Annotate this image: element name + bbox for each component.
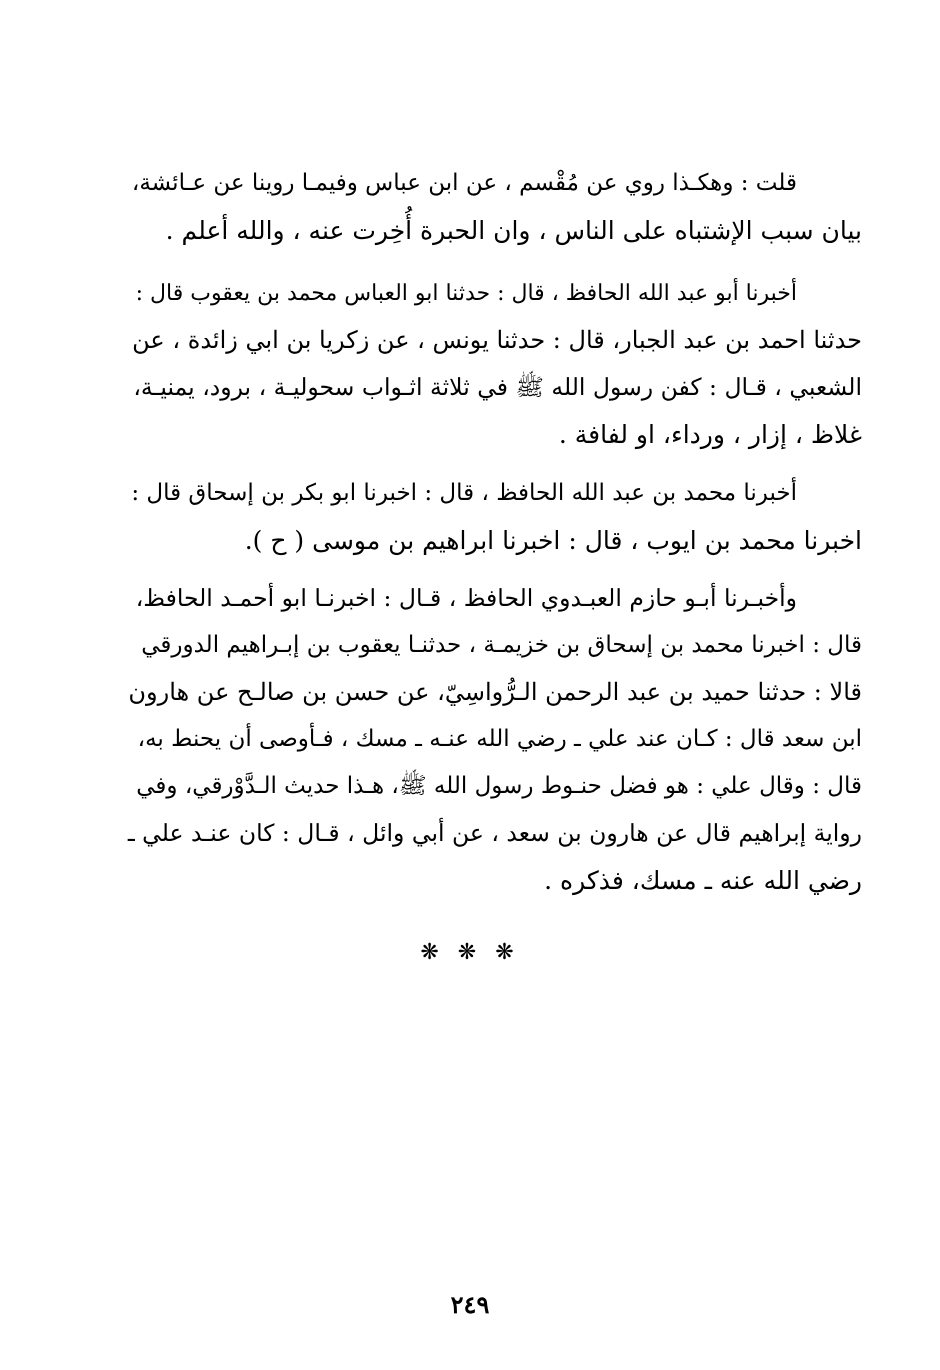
text-line: قلت : وهكـذا روي عن مُقْسم ، عن ابن عباس وفيمـا روينا عن عـائشة، xyxy=(131,170,797,196)
text-line: بيان سبب الإشتباه على الناس ، وان الحبرة أُخِرت عنه ، والله أعلم . xyxy=(165,216,862,245)
paragraph-3 xyxy=(128,470,862,564)
text-line: قالا : حدثنا حميد بن عبد الرحمن الـرُّواسِيّ، عن حسن بن صالـح عن هارون xyxy=(128,678,862,706)
text-line: الشعبي ، قـال : كفن رسول الله ﷺ في ثلاثة اثـواب سحوليـة ، برود، يمنيـة، xyxy=(133,373,862,401)
text-line: أخبرنا أبو عبد الله الحافظ ، قال : حدثنا ابو العباس محمد بن يعقوب قال : xyxy=(135,281,797,306)
paragraph-4 xyxy=(128,575,862,904)
paragraph-1 xyxy=(128,160,862,254)
text-line: اخبرنا محمد بن ايوب ، قال : اخبرنا ابراهيم بن موسى ( ح ). xyxy=(244,526,862,555)
text-line: ابن سعد قال : كـان عند علي ـ رضي الله عنـه ـ مسك ، فـأوصى أن يحنط به، xyxy=(137,726,862,752)
text-line: رضي الله عنه ـ مسك، فذكره . xyxy=(544,866,862,895)
text-line: قال : اخبرنا محمد بن إسحاق بن خزيمـة ، حدثنـا يعقوب بن إبـراهيم الدورقي xyxy=(141,632,862,658)
paragraph-2 xyxy=(128,270,862,458)
section-separator: ❋ ❋ ❋ xyxy=(420,940,520,965)
page-number: ٢٤٩ xyxy=(450,1290,490,1319)
text-line: حدثنا احمد بن عبد الجبار، قال : حدثنا يونس ، عن زكريا بن ابي زائدة ، عن xyxy=(132,326,862,354)
text-line: رواية إبراهيم قال عن هارون بن سعد ، عن أبي وائل ، قـال : كان عنـد علي ـ xyxy=(127,819,862,847)
text-line: أخبرنا محمد بن عبد الله الحافظ ، قال : اخبرنا ابو بكر بن إسحاق قال : xyxy=(131,480,797,506)
text-line: غلاظ ، إزار ، ورداء، او لفافة . xyxy=(558,420,862,449)
text-line: وأخبـرنا أبـو حازم العبـدوي الحافظ ، قـال : اخبرنـا ابو أحمـد الحافظ، xyxy=(135,584,797,612)
text-line: قال : وقال علي : هو فضل حنـوط رسول الله ﷺ، هـذا حديث الـدَّوْرقي، وفي xyxy=(136,773,862,799)
